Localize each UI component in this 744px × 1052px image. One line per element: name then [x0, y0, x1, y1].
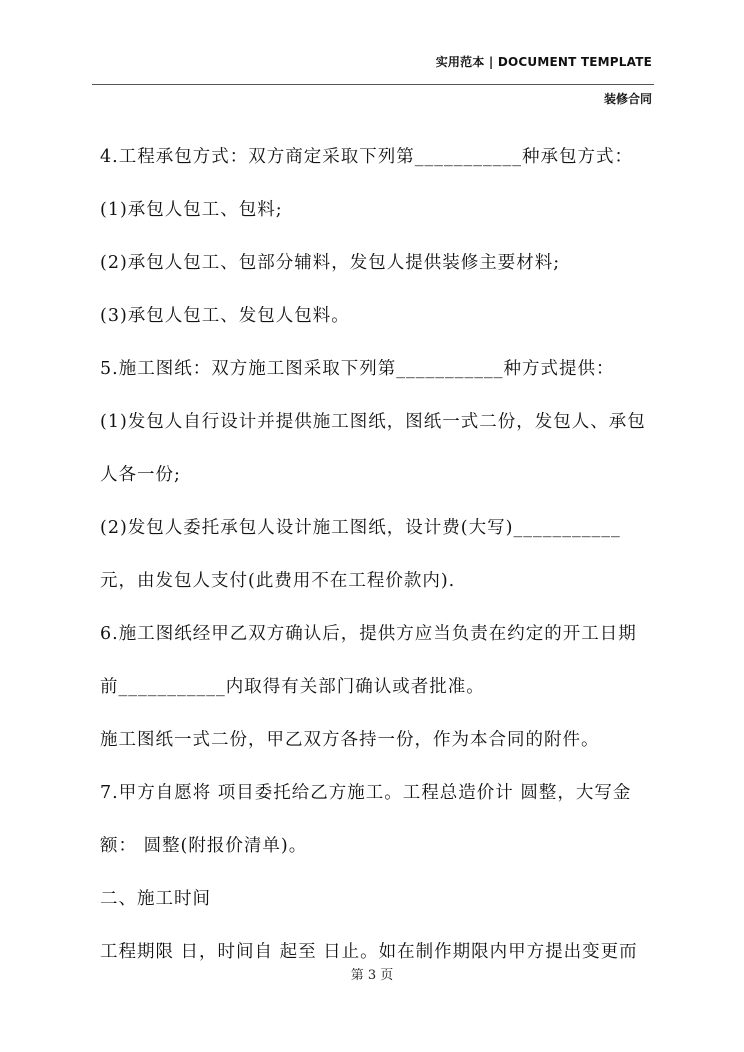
drawings-option-1-line-2: 人各一份;	[100, 465, 181, 485]
clause-4-contract-method: 4.工程承包方式：双方商定采取下列第___________种承包方式：	[100, 147, 633, 167]
header-subtitle: 装修合同	[603, 92, 652, 106]
section-heading-construction-time: 二、施工时间	[100, 889, 211, 909]
clause-6-line-1: 6.施工图纸经甲乙双方确认后，提供方应当负责在约定的开工日期	[100, 624, 637, 644]
drawings-option-2-line-2: 元，由发包人支付(此费用不在工程价款内).	[100, 571, 456, 591]
header-title: 实用范本 | DOCUMENT TEMPLATE	[435, 55, 652, 69]
header-divider	[92, 84, 654, 85]
construction-period-text: 工程期限 日，时间自 起至 日止。如在制作期限内甲方提出变更而	[100, 942, 638, 962]
clause-7-line-1: 7.甲方自愿将 项目委托给乙方施工。工程总造价计 圆整，大写金	[100, 783, 632, 803]
option-1-labor-and-materials: (1)承包人包工、包料;	[100, 200, 283, 220]
page-number: 第 3 页	[350, 968, 394, 983]
clause-5-drawings: 5.施工图纸：双方施工图采取下列第___________种方式提供：	[100, 359, 615, 379]
clause-7-line-2: 额： 圆整(附报价清单)。	[100, 836, 308, 856]
drawings-copies: 施工图纸一式二份，甲乙双方各持一份，作为本合同的附件。	[100, 730, 600, 750]
clause-6-line-2: 前___________内取得有关部门确认或者批准。	[100, 677, 485, 697]
option-2-partial-materials: (2)承包人包工、包部分辅料，发包人提供装修主要材料;	[100, 253, 561, 273]
option-3-labor-only: (3)承包人包工、发包人包料。	[100, 306, 350, 326]
document-body	[100, 139, 656, 987]
drawings-option-2-line-1: (2)发包人委托承包人设计施工图纸，设计费(大写)___________	[100, 518, 621, 538]
drawings-option-1-line-1: (1)发包人自行设计并提供施工图纸，图纸一式二份，发包人、承包	[100, 412, 646, 432]
